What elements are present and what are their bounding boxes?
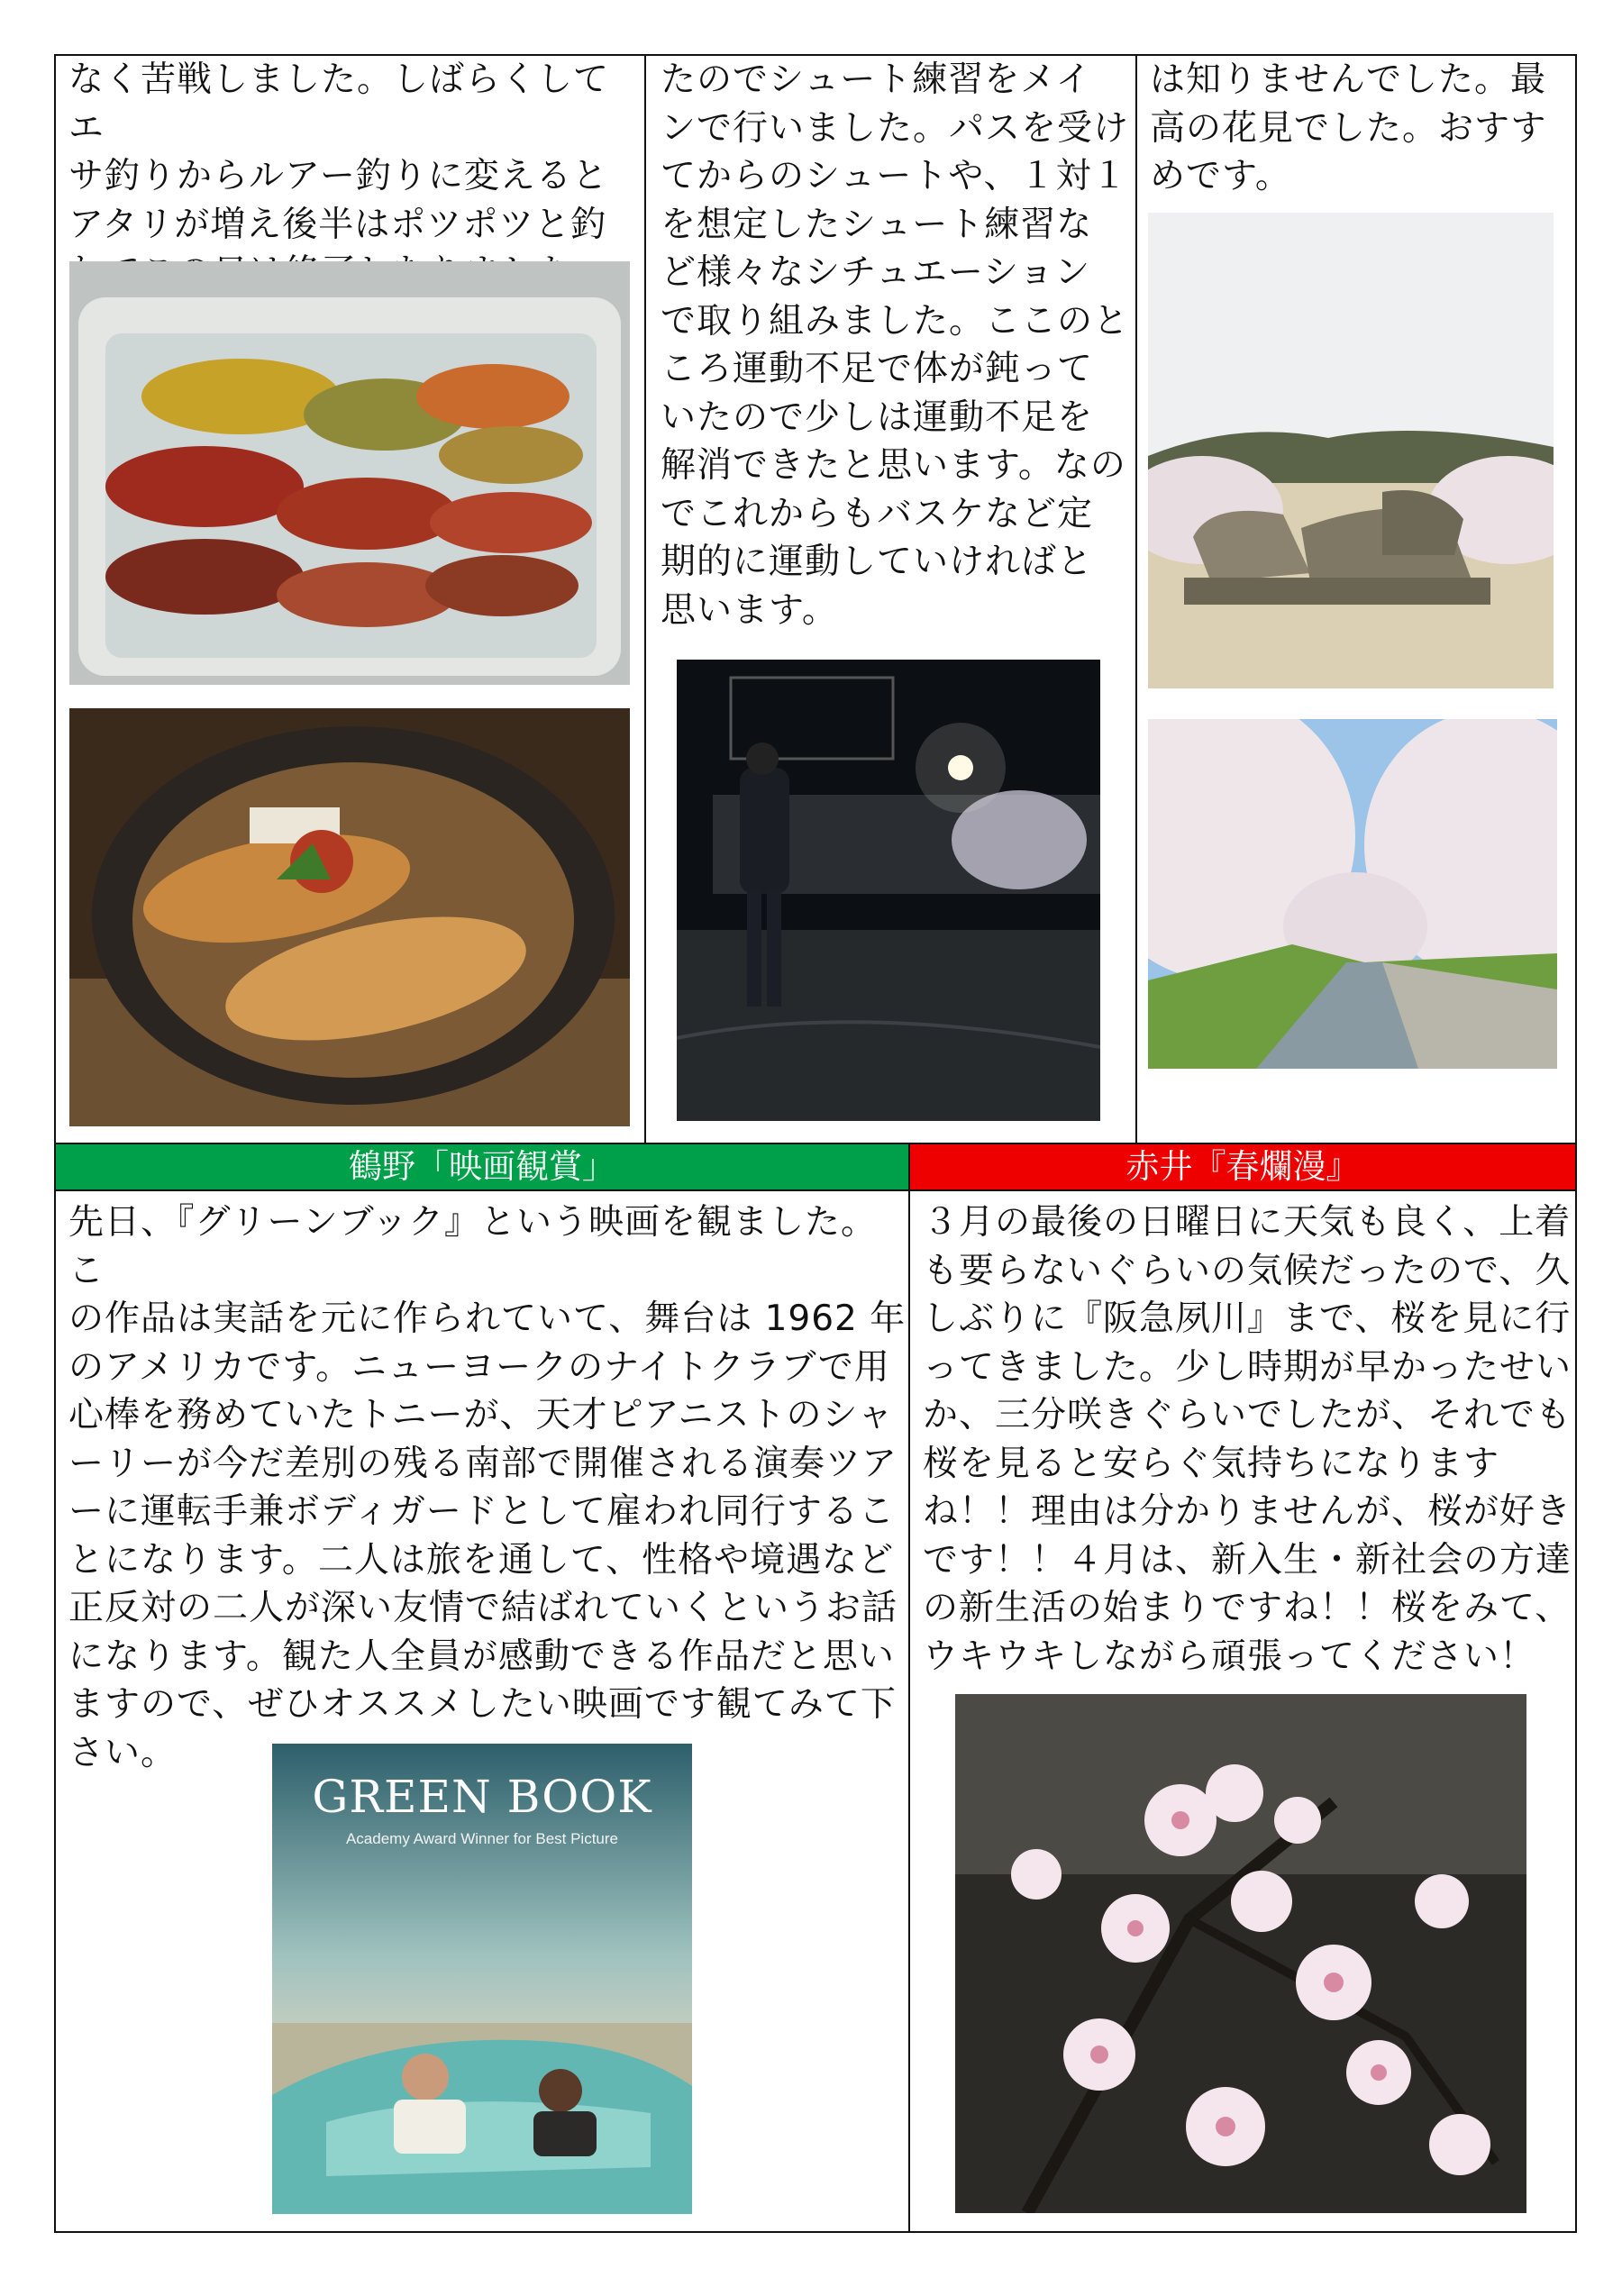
movie-review-text: 先日、『グリーンブック』という映画を観ました。こ の作品は実話を元に作られていて、舞台は 1962 年 のアメリカです。ニューヨークのナイトクラブで用 心棒を務めていたトニーが、天才ピアニストのシャ ーリーが今だ差別の残る南部で開催される演奏ツア ーに運転手兼ボディガードとして雇われ同行するこ とになります。二人は旅を通して、性格や境遇など 正反対の二人が深い友情で結ばれていくというお話 になります。観た人全員が感動できる作品だと思い ますので、ぜひオススメしたい映画です観てみて下 さい。: [68, 1202, 907, 1773]
column-divider-2: [1135, 54, 1137, 1144]
frame-bottom-border: [54, 2231, 1577, 2233]
fishing-article-text: なく苦戦しました。しばらくしてエ サ釣りからルアー釣りに変えると アタリが増え後半はポツポツと釣: [68, 59, 610, 245]
basketball-article-text: たのでシュート練習をメイ ンで行いました。パスを受け てからのシュートや、１対１ を想定したシュート練習な ど様々なシチュエーション で取り組みました。ここのと ころ運動不足で体が鈍って いたので少しは運動不足を 解消できたと思います。なの でこれからもバスケなど定 期的に運動していければと 思います。: [661, 59, 1130, 631]
simmered-fish-photo: [69, 708, 630, 1126]
tsuruno-section-header: 鶴野「映画観賞」: [56, 1144, 908, 1189]
stone-tomb-sakura-photo: [1148, 213, 1554, 688]
akai-section-header: 赤井『春爛漫』: [910, 1144, 1575, 1189]
poster-subtitle: Academy Award Winner for Best Picture: [345, 1830, 619, 1847]
night-basketball-photo: [677, 660, 1100, 1121]
header-underline: [54, 1189, 1577, 1191]
hanami-article-text: は知りませんでした。最 高の花見でした。おすす めです。: [1150, 59, 1547, 196]
sakura-river-photo: [1148, 719, 1557, 1069]
green-book-poster: [272, 1744, 692, 2214]
poster-title: GREEN BOOK: [312, 1771, 652, 1823]
column-divider-1: [644, 54, 646, 1144]
fish-cooler-photo: [69, 261, 630, 685]
cherry-blossom-closeup-photo: [955, 1694, 1526, 2213]
spring-article-text: ３月の最後の日曜日に天気も良く、上着 も要らないぐらいの気候だったので、久 しぶりに『阪急夙川』まで、桜を見に行 ってきました。少し時期が早かったせい か、三分咲きぐらいでしたが、それでも 桜を見ると安らぐ気持ちになります ね！！理由は分かりませんが、桜が好き です！！４月は、新入生・新社会の方達 の新生活の始まりですね！！桜をみて、 ウキウキしながら頑張ってください！: [923, 1202, 1572, 1677]
